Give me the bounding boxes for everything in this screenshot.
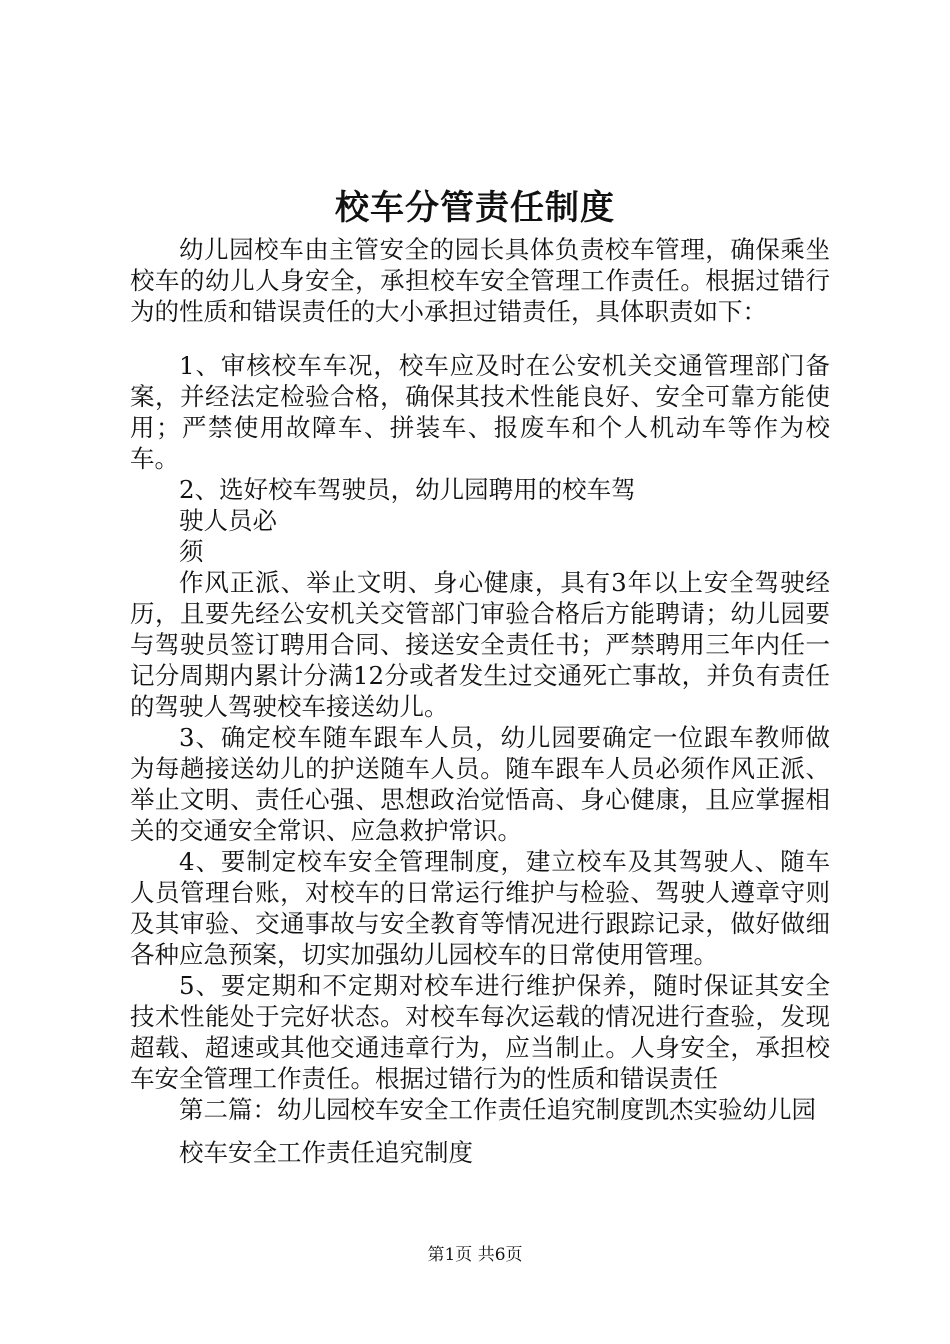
item-2-line-2: 驶人员必 bbox=[179, 506, 277, 535]
document-title: 校车分管责任制度 bbox=[335, 188, 615, 228]
page-footer: 第1页 共6页 bbox=[427, 1245, 523, 1265]
section-spacer bbox=[130, 1125, 830, 1137]
item-5-paragraph: 5、要定期和不定期对校车进行维护保养，随时保证其安全技术性能处于完好状态。对校车每次运载的情况进行查验，发现超载、超速或其他交通违章行为，应当制止。人身安全，承担校车安全管理工作责任。根据过错行为的性质和错误责任 bbox=[130, 971, 830, 1093]
item-3-paragraph: 3、确定校车随车跟车人员，幼儿园要确定一位跟车教师做为每趟接送幼儿的护送随车人员。随车跟车人员必须作风正派、举止文明、责任心强、思想政治觉悟高、身心健康，且应掌握相关的交通安全常识、应急救护常识。 bbox=[130, 723, 830, 845]
item-4-paragraph: 4、要制定校车安全管理制度，建立校车及其驾驶人、随车人员管理台账，对校车的日常运行维护与检验、驾驶人遵章守则及其审验、交通事故与安全教育等情况进行跟踪记录，做好做细各种应急预案，切实加强幼儿园校车的日常使用管理。 bbox=[130, 847, 830, 969]
item-2-line-3: 须 bbox=[179, 537, 204, 566]
document-body bbox=[130, 234, 830, 1168]
item-1-paragraph: 1、审核校车车况，校车应及时在公安机关交通管理部门备案，并经法定检验合格，确保其技术性能良好、安全可靠方能使用；严禁使用故障车、拼装车、报废车和个人机动车等作为校车。 bbox=[130, 351, 830, 473]
section-2-subtitle: 校车安全工作责任追究制度 bbox=[179, 1138, 473, 1167]
intro-paragraph: 幼儿园校车由主管安全的园长具体负责校车管理，确保乘坐校车的幼儿人身安全，承担校车安全管理工作责任。根据过错行为的性质和错误责任的大小承担过错责任，具体职责如下： bbox=[130, 235, 830, 326]
item-2-paragraph: 作风正派、举止文明、身心健康，具有3年以上安全驾驶经历，且要先经公安机关交管部门审验合格后方能聘请；幼儿园要与驾驶员签订聘用合同、接送安全责任书；严禁聘用三年内任一记分周期内累计分满12分或者发生过交通死亡事故，并负有责任的驾驶人驾驶校车接送幼儿。 bbox=[130, 568, 830, 721]
item-2-line-1: 2、选好校车驾驶员，幼儿园聘用的校车驾 bbox=[179, 475, 636, 504]
section-2-heading: 第二篇：幼儿园校车安全工作责任追究制度凯杰实验幼儿园 bbox=[179, 1095, 816, 1124]
